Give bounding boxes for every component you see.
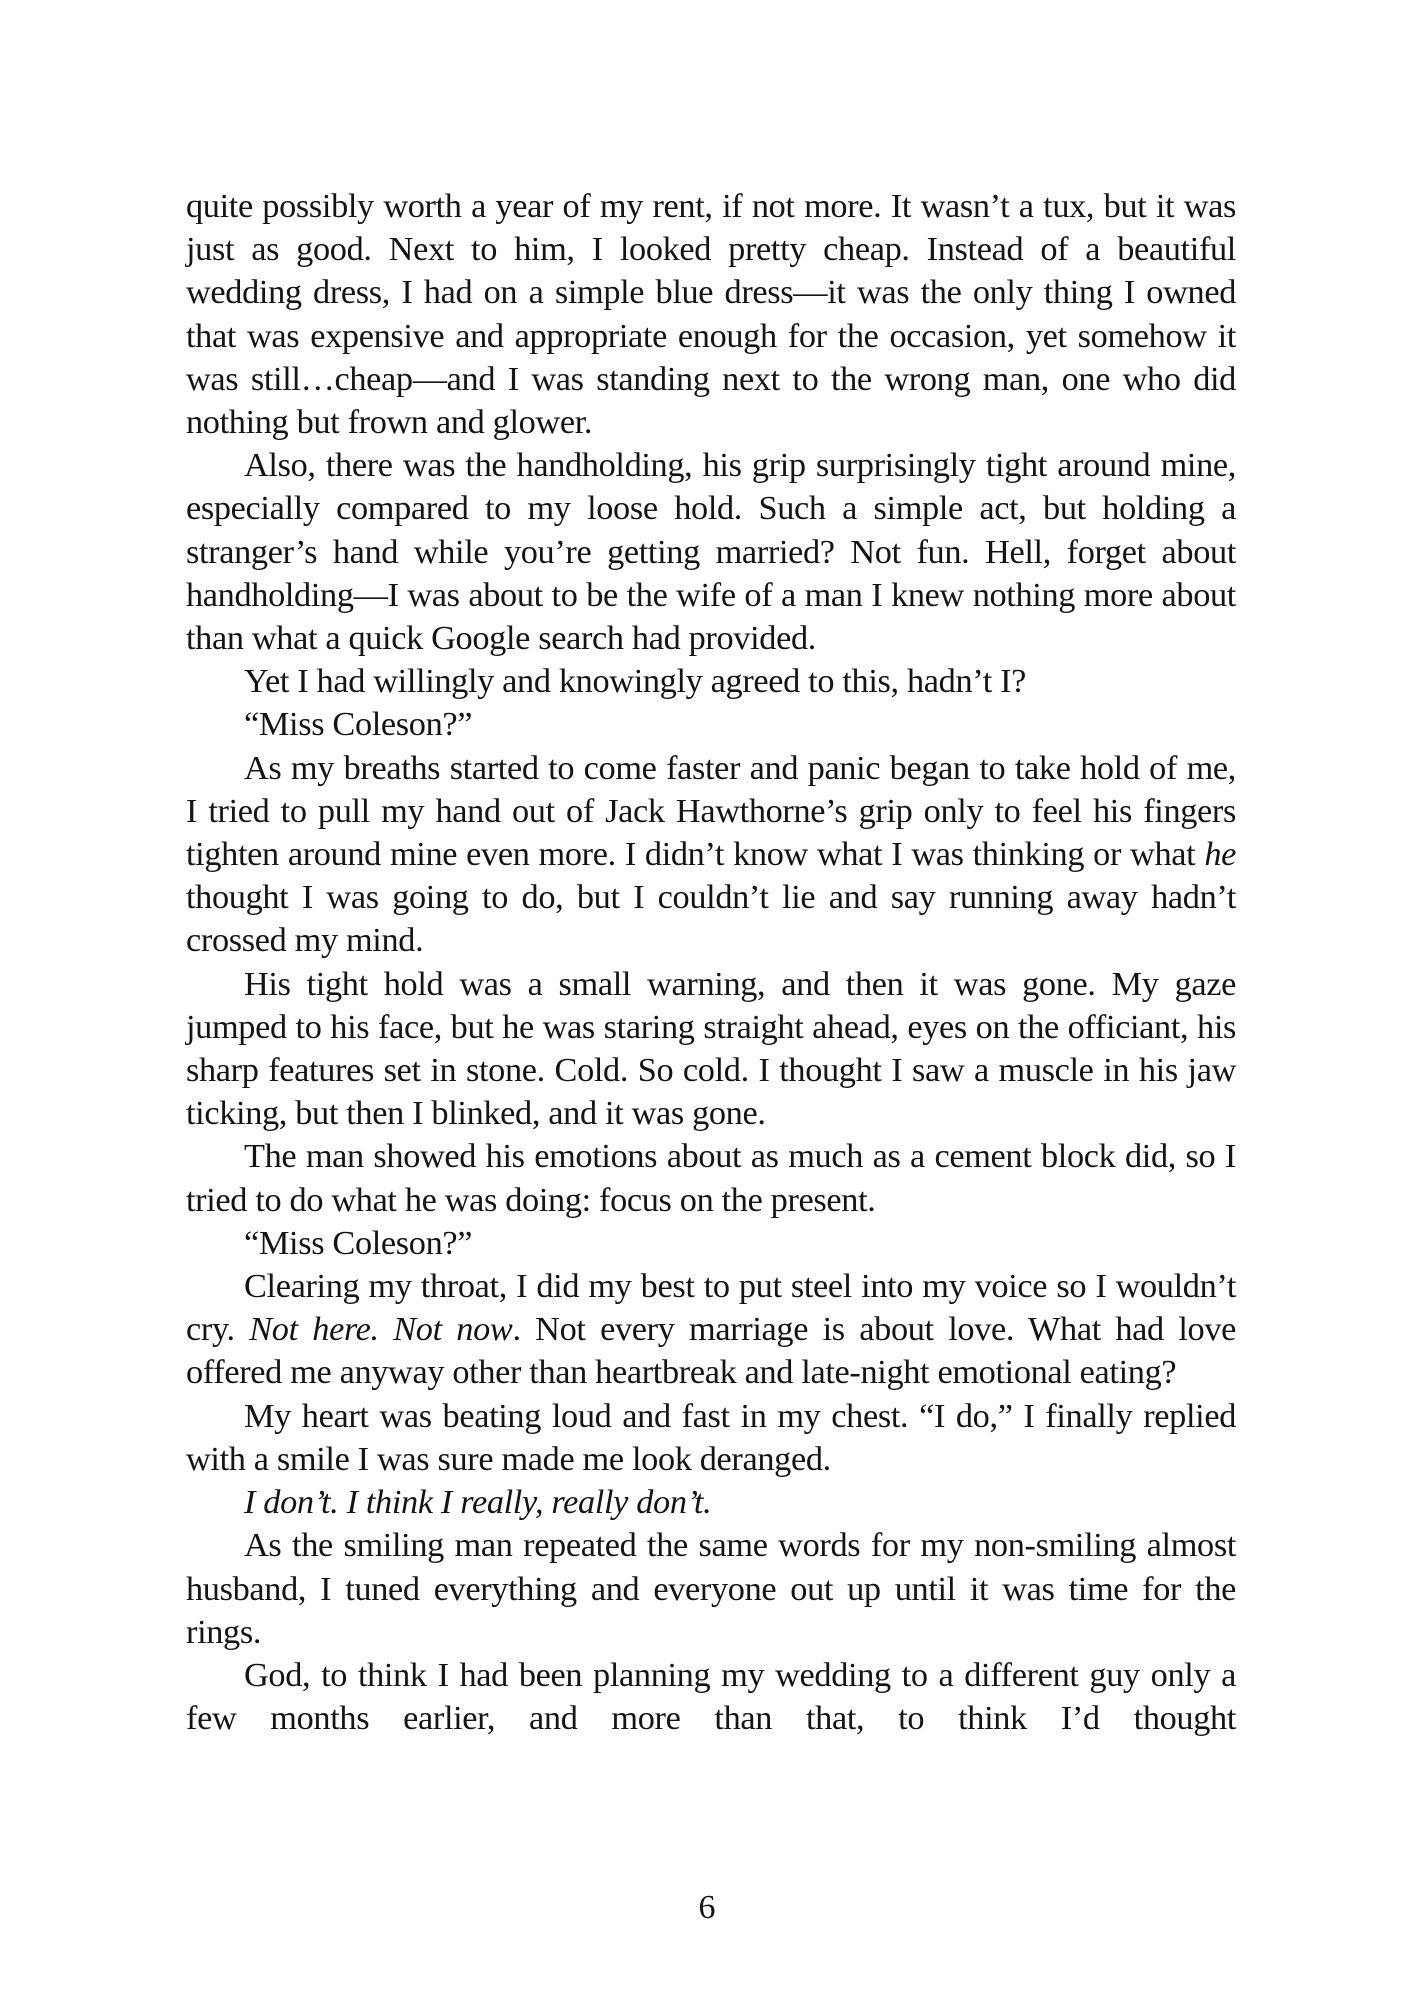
paragraph-text: Clearing my throat, I did my best to put steel into my voice so I wouldn’t cry.	[186, 1267, 1236, 1349]
paragraph-text: quite possibly worth a year of my rent, if not more. It wasn’t a tux, but it was just as good. Next to him, I looked pretty cheap. Instead of a beautiful wedding dress, I had on a simple blue dress—it was the only thing I owned that was expensive and appropriate enough for the occasion, yet somehow it was still…cheap—and I was standing next to the wrong man, one who did nothing but frown and glower.	[186, 187, 1236, 442]
paragraph-text: thought I was going to do, but I couldn’t lie and say running away hadn’t crossed my mind.	[186, 878, 1236, 960]
paragraph-text: My heart was beating loud and fast in my chest. “I do,” I finally replied with a smile I was sure made me look deranged.	[186, 1396, 1236, 1478]
paragraph-rings	[186, 1524, 1236, 1654]
italic-thought: I don’t. I think I really, really don’t.	[244, 1483, 712, 1522]
paragraph-i-do	[186, 1395, 1236, 1481]
book-page-body	[186, 185, 1236, 1740]
paragraph-text: The man showed his emotions about as much as a cement block did, so I tried to do what he was doing: focus on the present.	[186, 1137, 1236, 1219]
italic-emphasis: Not here. Not now	[249, 1310, 513, 1349]
paragraph-text: God, to think I had been planning my wedding to a different guy only a few months earlier, and more than that, to think I’d thought	[186, 1655, 1236, 1738]
paragraph-text: . Not every marriage is about love. What had love offered me anyway other than heartbreak and late-night emotional eating?	[186, 1310, 1237, 1392]
paragraph-text: As the smiling man repeated the same words for my non-smiling almost husband, I tuned everything and everyone out up until it was time for the rings.	[186, 1526, 1236, 1651]
paragraph-text: Also, there was the handholding, his grip surprisingly tight around mine, especially compared to my loose hold. Such a simple act, but holding a stranger’s hand while you’re getting married? Not fun. Hell, forget about handholding—I was about to be the wife of a man I knew nothing more about than what a quick Google search had provided.	[186, 446, 1236, 658]
paragraph-text: His tight hold was a small warning, and then it was gone. My gaze jumped to his face, but he was staring straight ahead, eyes on the officiant, his sharp features set in stone. Cold. So cold. I thought I saw a muscle in his jaw ticking, but then I blinked, and it was gone.	[186, 964, 1236, 1133]
dialogue-text: “Miss Coleson?”	[244, 1223, 473, 1262]
paragraph-handholding	[186, 444, 1236, 660]
paragraph-text: Yet I had willingly and knowingly agreed to this, hadn’t I?	[244, 662, 1027, 701]
dialogue-text: “Miss Coleson?”	[244, 705, 473, 744]
dialogue-miss-coleson-1	[186, 703, 1236, 746]
paragraph-warning	[186, 963, 1236, 1136]
dialogue-miss-coleson-2	[186, 1222, 1236, 1265]
paragraph-text: As my breaths started to come faster and panic began to take hold of me, I tried to pull my hand out of Jack Hawthorne’s grip only to feel his fingers tighten around mine even more. I didn’t know what I was thinking or what	[186, 748, 1236, 874]
paragraph-panic	[186, 747, 1236, 963]
paragraph-continued	[186, 185, 1236, 444]
paragraph-different-guy	[186, 1654, 1236, 1740]
paragraph-agreed	[186, 660, 1236, 703]
paragraph-cement-block	[186, 1135, 1236, 1221]
paragraph-clearing-throat	[186, 1265, 1236, 1395]
inner-thought	[186, 1481, 1236, 1524]
page-number: 6	[698, 1889, 716, 1926]
italic-emphasis: he	[1204, 835, 1236, 874]
